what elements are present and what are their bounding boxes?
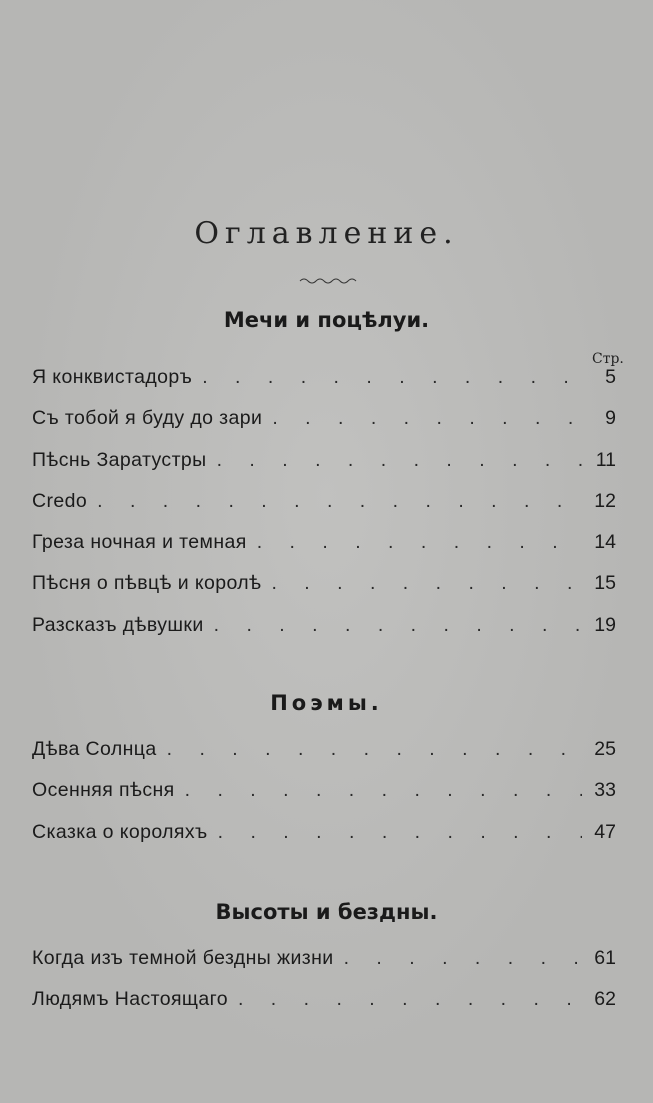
toc-entry[interactable] [32,531,616,572]
dot-leader [185,779,582,802]
toc-entry-page: 33 [594,779,616,802]
toc-entry-title: Греза ночная и темная [32,531,247,554]
toc-section-list [32,738,616,862]
toc-entry-title: Я конквистадоръ [32,366,193,388]
toc-section-list [32,366,616,655]
toc-entry-title: Дѣва Солнца [32,738,157,760]
toc-entry-title: Сказка о короляхъ [32,820,208,843]
section-heading: Мечи и поцѣлуи. [223,308,430,332]
section-heading: Высоты и бездны. [215,900,438,924]
dot-leader [271,572,582,595]
toc-entry-title: Пѣснь Заратустры [32,448,207,471]
toc-entry-page: 5 [605,366,616,388]
toc-entry-page: 9 [605,407,616,430]
ornament-divider [298,276,358,286]
toc-entry[interactable] [32,779,616,820]
toc-entry-page: 12 [594,489,616,512]
toc-entry[interactable] [32,572,616,613]
toc-entry[interactable] [32,821,616,862]
toc-entry-page: 15 [594,572,616,595]
toc-entry-page: 47 [594,820,616,843]
toc-section-list [32,947,616,1030]
dot-leader [214,614,582,637]
dot-leader [97,490,582,513]
toc-entry[interactable] [32,947,616,988]
toc-entry-title: Когда изъ темной бездны жизни [32,947,334,969]
section-heading: Поэмы. [270,691,383,715]
toc-entry-title: Разсказъ дѣвушки [32,613,204,636]
dot-leader [344,947,582,970]
toc-entry[interactable] [32,407,616,448]
dot-leader [272,407,582,430]
toc-entry[interactable] [32,449,616,490]
toc-entry[interactable] [32,366,616,407]
toc-entry-page: 61 [594,947,616,969]
toc-entry[interactable] [32,490,616,531]
toc-entry-title: Людямъ Настоящаго [32,988,228,1011]
toc-entry[interactable] [32,614,616,655]
page-title: Оглавление. [194,216,459,251]
toc-entry-title: Credo [32,489,88,512]
dot-leader [202,366,582,389]
dot-leader [257,531,582,554]
dot-leader [167,738,582,761]
toc-entry[interactable] [32,988,616,1029]
toc-entry-page: 14 [594,531,616,554]
toc-entry-page: 19 [594,613,616,636]
dot-leader [238,988,582,1011]
dot-leader [217,449,582,472]
toc-entry-title: Съ тобой я буду до зари [32,407,263,430]
toc-entry-title: Осенняя пѣсня [32,779,175,802]
toc-entry-title: Пѣсня о пѣвцѣ и королѣ [32,572,262,595]
toc-entry-page: 25 [594,738,616,760]
toc-entry[interactable] [32,738,616,779]
toc-entry-page: 11 [595,448,616,471]
dot-leader [218,821,582,844]
toc-entry-page: 62 [594,988,616,1011]
page-column-label: Стр. [592,351,624,367]
